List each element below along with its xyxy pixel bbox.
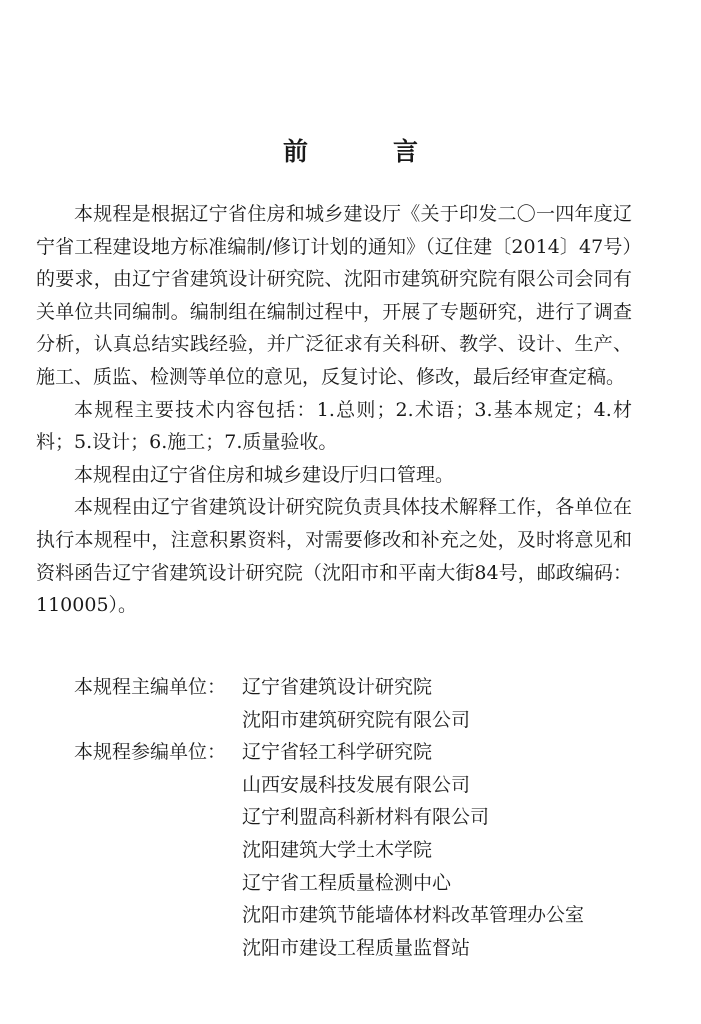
paragraph-management: 本规程由辽宁省住房和城乡建设厅归口管理。 <box>74 463 455 486</box>
page-title: 前 言 <box>282 137 448 166</box>
participating-unit-name: 辽宁省工程质量检测中心 <box>242 871 452 894</box>
paragraph-compilation-basis: 本规程是根据辽宁省住房和城乡建设厅《关于印发二〇一四年度辽宁省工程建设地方标准编制/修订计划的通知》（辽住建〔2014〕47号）的要求，由辽宁省建筑设计研究院、沈阳市建筑研究院有限公司会同有关单位共同编制。编制组在编制过程中，开展了专题研究，进行了调查分析，认真总结实践经验，并广泛征求有关科研、教学、设计、生产、施工、质监、检测等单位的意见，反复讨论、修改，最后经审查定稿。 <box>36 203 632 388</box>
paragraph-technical-contents: 本规程主要技术内容包括：1.总则；2.术语；3.基本规定；4.材料；5.设计；6.施工；7.质量验收。 <box>36 398 632 454</box>
participating-unit-row <box>36 867 656 900</box>
participating-unit-name: 辽宁省轻工科学研究院 <box>242 741 433 764</box>
chief-unit-name: 辽宁省建筑设计研究院 <box>242 676 433 698</box>
participating-unit-row <box>36 834 656 867</box>
participating-unit-row <box>36 932 656 965</box>
chief-unit-row <box>36 704 656 737</box>
participating-unit-name: 沈阳建筑大学土木学院 <box>242 838 433 861</box>
paragraph-interpretation: 本规程由辽宁省建筑设计研究院负责具体技术解释工作，各单位在执行本规程中，注意积累资料，对需要修改和补充之处，及时将意见和资料函告辽宁省建筑设计研究院（沈阳市和平南大街84号，邮政编码：110005）。 <box>36 496 632 617</box>
participating-units-label: 本规程参编单位： <box>74 741 227 764</box>
participating-unit-name: 辽宁利盟高科新材料有限公司 <box>242 806 490 829</box>
participating-unit-row <box>36 769 656 802</box>
participating-unit-name: 沈阳市建筑节能墙体材料改革管理办公室 <box>242 904 585 927</box>
preface-body <box>36 198 632 622</box>
participating-unit-row <box>36 736 656 769</box>
units-list <box>36 671 656 964</box>
participating-unit-name: 沈阳市建设工程质量监督站 <box>242 936 471 959</box>
chief-unit-row <box>36 671 656 704</box>
chief-unit-name: 沈阳市建筑研究院有限公司 <box>242 708 471 731</box>
participating-unit-row <box>36 801 656 834</box>
participating-unit-name: 山西安晟科技发展有限公司 <box>242 773 471 796</box>
chief-units-label: 本规程主编单位： <box>74 676 227 698</box>
participating-unit-row <box>36 899 656 932</box>
